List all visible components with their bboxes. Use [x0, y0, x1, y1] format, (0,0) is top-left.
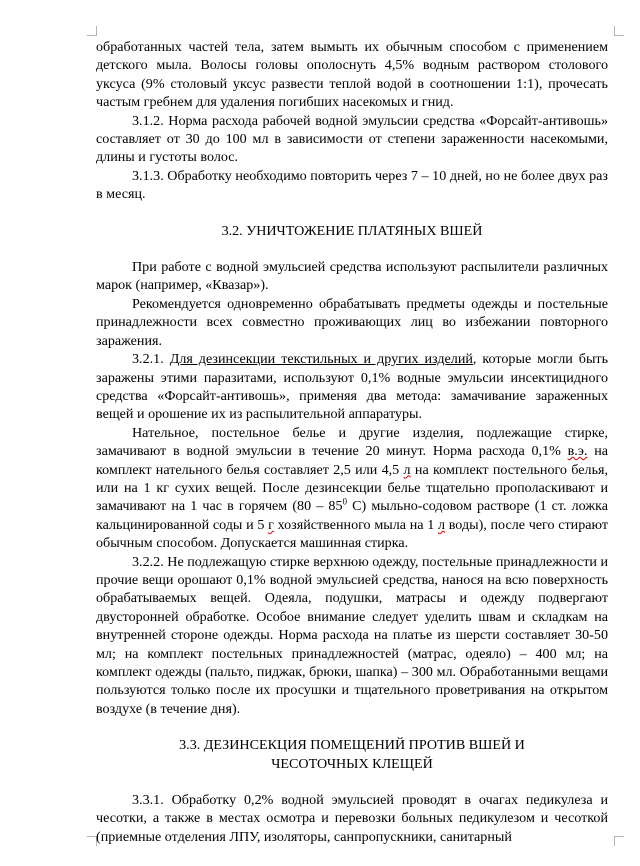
paragraph-3-1-2: 3.1.2. Норма расхода рабочей водной эмульсии средства «Форсайт-антивошь» составляет от 30 до 100 мл в зависимости от степени зараженности насекомыми, длины и густоты волос.	[96, 112, 608, 166]
text-run: на комплект постельного белья, или на 1 кг сухих вещей. После дезинсекции белье тщательно прополаскивают и замачивают на 1 час в горячем (80 – 85	[96, 461, 609, 515]
text-run: воды), после чего стирают обычным способом. Допускается машинная стирка.	[96, 516, 609, 552]
section-heading-3-3-line-1: 3.3. ДЕЗИНСЕКЦИЯ ПОМЕЩЕНИЙ ПРОТИВ ВШЕЙ И	[179, 737, 525, 754]
text-run: хозяйственного мыла на 1	[273, 516, 438, 533]
paragraph-3-2-1-laundry	[96, 424, 608, 553]
paragraph-3-2-2: 3.2.2. Не подлежащую стирке верхнюю одежду, постельные принадлежности и прочие вещи орошают 0,1% водной эмульсией средства, нанося на всю поверхность обрабатываемых вещей. Одеяла, подушки, матрасы и одежду подвергают двусторонней обработке. Особое внимание следует уделить швам и складкам на внутренней стороне одежды. Норма расхода на платье из шерсти составляет 30-50 мл; на комплект постельных принадлежностей (матрас, одеяло) – 400 мл; на комплект одежды (пальто, пиджак, брюки, шапка) – 300 мл. Обработанными вещами пользуются только после их просушки и тщательного проветривания на открытом воздухе (в течение дня).	[96, 553, 608, 717]
underlined-phrase: Для дезинсекции текстильных и других изделий	[169, 351, 473, 368]
paragraph-3-2-1	[96, 350, 608, 424]
margin-corner-top-right	[614, 26, 624, 36]
degree-superscript: 0	[342, 496, 348, 507]
spellcheck-flagged-word: л	[403, 461, 411, 478]
paragraph-3-1-3: 3.1.3. Обработку необходимо повторить через 7 – 10 дней, но не более двух раз в месяц.	[96, 167, 608, 203]
paragraph-3-2-recommendation: Рекомендуется одновременно обрабатывать предметы одежды и постельные принадлежности всех совместно проживающих лиц во избежании повторного заражения.	[96, 295, 608, 349]
paragraph-3-3-1: 3.3.1. Обработку 0,2% водной эмульсией проводят в очагах педикулеза и чесотки, а также в местах осмотра и перевозки больных педикулезом и чесоткой (приемные отделения ЛПУ, изоляторы, санпропускники, санитарный	[96, 792, 608, 845]
spellcheck-flagged-word: в.э.	[567, 443, 588, 460]
section-heading-3-3-line-2: ЧЕСОТОЧНЫХ КЛЕЩЕЙ	[271, 755, 433, 772]
paragraph-text: , которые могли быть заражены этими паразитами, используют 0,1% водные эмульсии инсектицидного средства «Форсайт-антивошь», применяя два метода: замачивание зараженных вещей и орошение их из распылительной аппаратуры.	[96, 351, 608, 423]
text-run: С) мыльно-содовом растворе (1 ст. ложка кальцинированной соды и 5	[96, 498, 608, 533]
margin-corner-bottom-right	[614, 836, 624, 846]
spellcheck-flagged-word: г	[268, 516, 274, 533]
text-run: на комплект нательного белья составляет 2,5 или 4,5	[96, 443, 608, 478]
document-body	[96, 38, 608, 846]
spellcheck-flagged-word: л	[437, 516, 446, 533]
paragraph-continuation: обработанных частей тела, затем вымыть их обычным способом с применением детского мыла. Волосы головы ополоснуть 4,5% водным раствором столового уксуса (9% столовый уксус развести теплой водой в соотношении 1:1), прочесать частым гребнем для удаления погибших насекомых и гнид.	[96, 39, 608, 111]
margin-corner-top-left	[87, 26, 97, 36]
text-run: Нательное, постельное белье и другие изделия, подлежащие стирке, замачивают в водной эмульсии в течение 20 минут. Норма расхода 0,1%	[96, 424, 608, 460]
paragraph-number: 3.2.1.	[132, 351, 164, 368]
section-heading-3-2: 3.2. УНИЧТОЖЕНИЕ ПЛАТЯНЫХ ВШЕЙ	[221, 222, 483, 239]
paragraph-3-2-intro: При работе с водной эмульсией средства используют распылители различных марок (например, «Квазар»).	[96, 259, 608, 294]
